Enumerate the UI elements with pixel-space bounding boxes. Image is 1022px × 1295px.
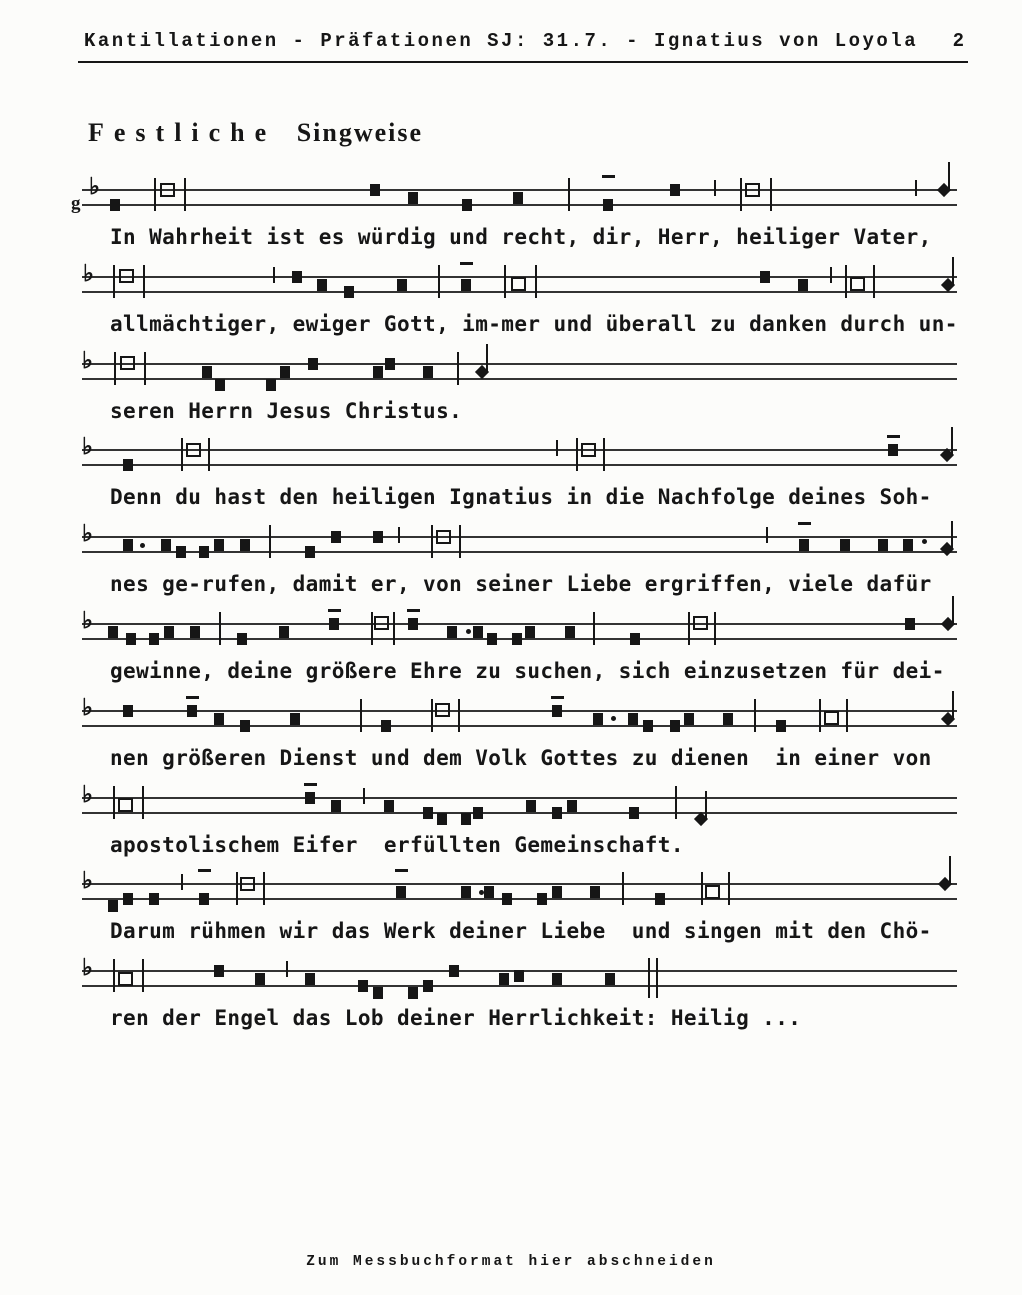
note-punctum [449,965,459,977]
note-punctum [190,626,200,638]
staff [82,868,957,912]
note-recitation [120,356,135,370]
staff [82,607,957,652]
note-recitation [186,443,201,457]
barline [603,438,605,471]
note-punctum [331,531,341,543]
note-recitation [745,183,760,197]
note-punctum [279,626,289,638]
staff-line [82,883,957,885]
note-punctum [215,379,225,391]
chant-system [0,261,1022,348]
note-punctum [487,633,497,645]
note-punctum [567,800,577,812]
barline [740,178,742,211]
section-title-word1: Festliche [88,118,277,147]
note-punctum [214,539,224,551]
note-punctum [305,546,315,558]
flat-sign: ♭ [82,434,93,460]
note-stem [705,791,707,819]
barline [154,178,156,211]
note-punctum [290,713,300,725]
episema-dash [460,262,473,265]
staff-line [82,378,957,380]
note-punctum [423,980,433,992]
episema-dash [407,609,420,612]
barline [873,265,875,298]
note-recitation [160,183,175,197]
barline [675,786,677,819]
staff-line [82,204,957,206]
barline [714,612,716,645]
note-punctum [526,800,536,812]
note-punctum [590,886,600,898]
note-punctum [684,713,694,725]
note-punctum [643,720,653,732]
chant-system [0,868,1022,955]
note-punctum [552,886,562,898]
section-title [88,118,423,148]
barline [770,178,772,211]
note-punctum [123,705,133,717]
barline [846,699,848,732]
note-stem [952,257,954,285]
note-punctum [670,720,680,732]
mora-dot [922,539,927,544]
note-punctum [344,286,354,298]
chant-system [0,174,1022,261]
staff-line [82,623,957,625]
barline [728,872,730,905]
note-punctum [161,539,171,551]
episema-dash [328,609,341,612]
note-stem [951,427,953,455]
note-punctum [149,893,159,905]
note-punctum [670,184,680,196]
staff [82,781,957,826]
note-punctum [292,271,302,283]
note-punctum [176,546,186,558]
barline [393,612,395,645]
note-punctum [760,271,770,283]
note-punctum [381,720,391,732]
page-header [78,30,968,63]
barline [371,612,373,645]
barline [458,699,460,732]
barline [144,352,146,385]
page-number: 2 [952,30,964,52]
lyric-line: ren der Engel das Lob deiner Herrlichkeit: Heilig ... [110,1006,802,1031]
note-punctum [776,720,786,732]
note-punctum [280,366,290,378]
note-recitation [581,443,596,457]
episema-dash [186,696,199,699]
tick-barline [363,788,365,804]
flat-sign: ♭ [82,781,93,807]
barline [181,438,183,471]
note-punctum [878,539,888,551]
episema-dash [304,783,317,786]
note-punctum [214,965,224,977]
tick-barline [830,267,832,283]
barline [113,959,115,992]
chant-system [0,782,1022,869]
note-punctum [331,800,341,812]
barline [688,612,690,645]
staff-line [82,363,957,365]
staff [71,174,957,218]
note-punctum [565,626,575,638]
note-punctum [905,618,915,630]
barline [113,265,115,298]
barline [142,959,144,992]
note-punctum [305,973,315,985]
note-punctum [149,633,159,645]
barline [208,438,210,471]
staff-line [82,898,957,900]
note-recitation [824,711,839,725]
tick-barline [915,180,917,196]
barline [431,699,433,732]
note-punctum [513,192,523,204]
lyric-line: gewinne, deine größere Ehre zu suchen, sich einzusetzen für dei- [110,658,945,683]
barline [845,265,847,298]
barline [184,178,186,211]
note-punctum [255,973,265,985]
barline [113,786,115,819]
note-punctum [525,626,535,638]
clef-letter-g: g [71,193,81,214]
barline [438,265,440,298]
note-recitation [374,616,389,630]
flat-sign: ♭ [82,955,93,981]
chant-system [0,348,1022,435]
staff-line [82,464,957,466]
barline [504,265,506,298]
barline [114,352,116,385]
barline [459,525,461,558]
note-recitation [705,885,720,899]
note-punctum [384,800,394,812]
section-title-word2: Singweise [296,118,424,147]
note-punctum [723,713,733,725]
barline [819,699,821,732]
staff-line [82,985,957,987]
note-punctum [461,886,471,898]
lyric-line: nes ge-rufen, damit er, von seiner Liebe ergriffen, viele dafür [110,572,932,597]
note-recitation [119,269,134,283]
barline [593,612,595,645]
note-punctum [202,366,212,378]
note-punctum [799,539,809,551]
tick-barline [714,180,716,196]
note-punctum [512,633,522,645]
note-punctum [240,720,250,732]
note-recitation [436,530,451,544]
note-punctum [423,366,433,378]
note-punctum [462,199,472,211]
note-punctum [447,626,457,638]
note-punctum [903,539,913,551]
double-barline [648,958,658,998]
episema-dash [551,696,564,699]
tick-barline [398,527,400,543]
flat-sign: ♭ [82,607,93,633]
note-punctum [605,973,615,985]
note-punctum [408,618,418,630]
staff [82,347,957,392]
note-punctum [329,618,339,630]
staff-line [82,551,957,553]
note-punctum [123,539,133,551]
note-punctum [408,192,418,204]
note-punctum [317,279,327,291]
note-punctum [110,199,120,211]
note-punctum [888,444,898,456]
note-punctum [593,713,603,725]
note-punctum [514,970,524,982]
barline [457,352,459,385]
lyric-line: nen größeren Dienst und dem Volk Gottes zu dienen in einer von [110,745,932,770]
mora-dot [611,716,616,721]
note-stem [949,856,951,884]
note-stem [952,596,954,624]
lyric-line: apostolischem Eifer erfüllten Gemeinschaft. [110,832,684,857]
barline [236,872,238,905]
note-punctum [840,539,850,551]
staff-line [82,189,957,191]
barline [576,438,578,471]
note-stem [486,344,488,372]
note-punctum [214,713,224,725]
chant-system [0,521,1022,608]
chant-system [0,695,1022,782]
note-punctum [123,893,133,905]
note-punctum [461,279,471,291]
note-punctum [461,813,471,825]
note-punctum [164,626,174,638]
barline [568,178,570,211]
note-punctum [373,987,383,999]
note-recitation [118,798,133,812]
lyric-line: Darum rühmen wir das Werk deiner Liebe und singen mit den Chö- [110,919,932,944]
episema-dash [602,175,615,178]
barline [622,872,624,905]
lyric-line: seren Herrn Jesus Christus. [110,398,463,423]
note-punctum [373,366,383,378]
note-punctum [408,987,418,999]
note-punctum [630,633,640,645]
note-punctum [603,199,613,211]
note-punctum [473,807,483,819]
barline [219,612,221,645]
note-punctum [237,633,247,645]
note-punctum [396,886,406,898]
note-punctum [199,893,209,905]
chant-systems [0,174,1022,1042]
note-punctum [240,539,250,551]
barline [263,872,265,905]
note-punctum [108,900,118,912]
staff-line [82,536,957,538]
barline [535,265,537,298]
episema-dash [887,435,900,438]
note-punctum [629,807,639,819]
note-punctum [499,973,509,985]
chant-system [0,608,1022,695]
staff [82,955,957,999]
staff [82,434,957,478]
staff [82,260,957,305]
note-punctum [123,459,133,471]
note-punctum [126,633,136,645]
note-stem [951,521,953,549]
staff [82,694,957,739]
note-punctum [305,792,315,804]
chant-system [0,955,1022,1042]
flat-sign: ♭ [89,174,100,199]
episema-dash [798,522,811,525]
note-punctum [552,973,562,985]
note-punctum [397,279,407,291]
note-punctum [502,893,512,905]
staff-line [82,797,957,799]
tick-barline [556,440,558,456]
lyric-line: Denn du hast den heiligen Ignatius in die Nachfolge deines Soh- [110,485,932,510]
staff-line [82,812,957,814]
flat-sign: ♭ [82,694,93,720]
footer-note: Zum Messbuchformat hier abschneiden [306,1254,716,1270]
note-recitation [435,703,450,717]
note-punctum [385,358,395,370]
note-recitation [118,972,133,986]
tick-barline [286,961,288,977]
note-punctum [473,626,483,638]
flat-sign: ♭ [83,260,94,286]
mora-dot [140,543,145,548]
barline [143,265,145,298]
note-stem [952,691,954,719]
staff [82,521,957,565]
tick-barline [181,874,183,890]
note-punctum [655,893,665,905]
chant-system [0,434,1022,521]
tick-barline [273,267,275,283]
barline [269,525,271,558]
header-title: Kantillationen - Präfationen SJ: 31.7. - Ignatius von Loyola [84,30,919,52]
flat-sign: ♭ [82,868,93,894]
note-punctum [423,807,433,819]
note-punctum [628,713,638,725]
staff-line [82,449,957,451]
note-punctum [552,807,562,819]
note-punctum [552,705,562,717]
note-recitation [850,277,865,291]
episema-dash [198,869,211,872]
barline [431,525,433,558]
note-stem [948,162,950,190]
mora-dot [466,629,471,634]
note-punctum [199,546,209,558]
note-recitation [511,277,526,291]
episema-dash [395,869,408,872]
note-punctum [537,893,547,905]
tick-barline [766,527,768,543]
note-punctum [798,279,808,291]
note-recitation [240,877,255,891]
note-punctum [484,886,494,898]
note-punctum [370,184,380,196]
note-punctum [266,379,276,391]
barline [142,786,144,819]
barline [701,872,703,905]
note-punctum [373,531,383,543]
barline [754,699,756,732]
note-punctum [187,705,197,717]
lyric-line: allmächtiger, ewiger Gott, im-mer und überall zu danken durch un- [110,311,958,336]
note-punctum [108,626,118,638]
lyric-line: In Wahrheit ist es würdig und recht, dir, Herr, heiliger Vater, [110,225,932,249]
flat-sign: ♭ [82,347,93,373]
note-punctum [358,980,368,992]
note-recitation [693,616,708,630]
note-punctum [437,813,447,825]
note-punctum [308,358,318,370]
flat-sign: ♭ [82,521,93,547]
barline [360,699,362,732]
